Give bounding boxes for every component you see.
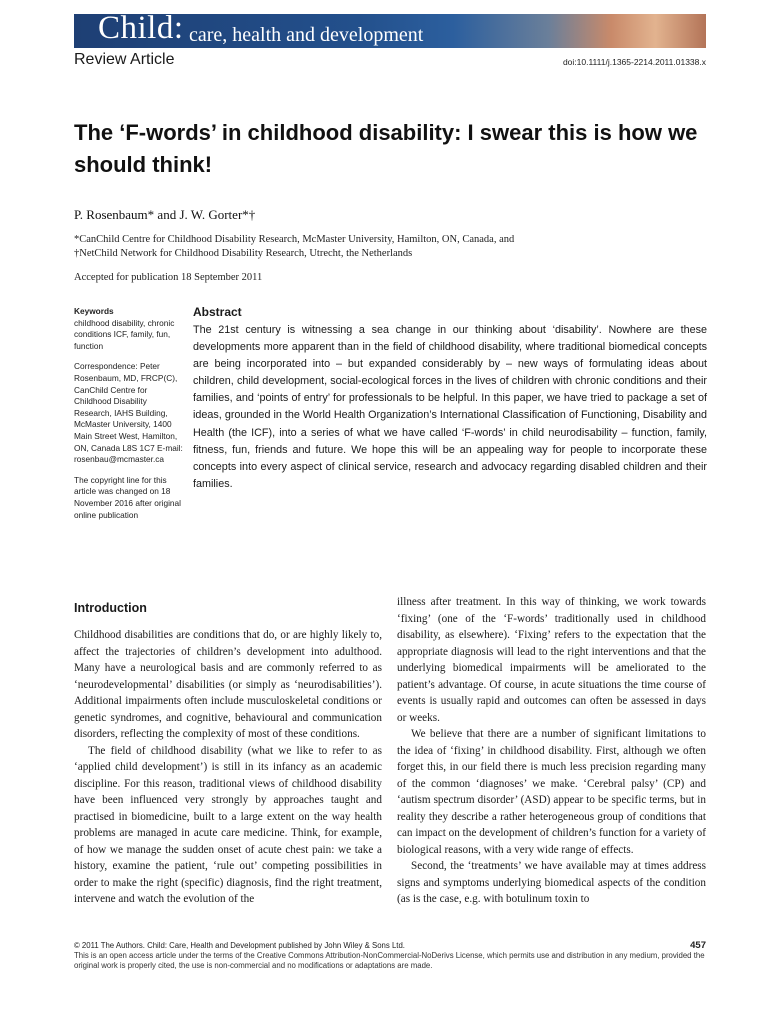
paragraph: We believe that there are a number of significant limitations to the idea of ‘fixing’ in childhood disability. First, although we often forget this, in our field there is much less precision regarding many of the common ‘diagnoses’ we make. ‘Cerebral palsy’ (CP) and ‘autism spectrum disorder’ (ASD) appear to be specific terms, but in reality they describe a rather heterogeneous group of conditions that can impact on the development of children’s function for a variety of biological reasons, with a very wide range of effects. [397,728,706,856]
page-footer [74,941,706,971]
journal-name-sub: care, health and development [189,24,424,46]
journal-banner [74,14,706,48]
copyright-note: The copyright line for this article was changed on 18 November 2016 after original online publication [74,474,181,520]
footer-copyright: © 2011 The Authors. Child: Care, Health and Development published by John Wiley & Sons Ltd. [74,941,405,950]
keywords-list: childhood disability, chronic conditions ICF, family, fun, function [74,317,175,351]
body-column-left [74,627,382,908]
affiliation-1: *CanChild Centre for Childhood Disability Research, McMaster University, Hamilton, ON, Canada, and [74,234,515,245]
affiliations [74,233,694,261]
doi-link[interactable]: doi:10.1111/j.1365-2214.2011.01338.x [562,57,706,67]
paragraph: Second, the ‘treatments’ we have available may at times address signs and symptoms underlying biomedical aspects of the condition (as is the case, e.g. with botulinum toxin to [397,860,706,905]
paragraph: Childhood disabilities are conditions that do, or are highly likely to, affect the trajectories of children’s development into adulthood. Many have a neurological basis and are commonly referred to as ‘neurodevelopmental’ disabilities (or simply as ‘neurodisabilities’). Additional impairments often include musculoskeletal conditions or genetic syndromes, and cognitive, behavioural and communication disorders, reflecting the complexity of most of these conditions. [74,629,382,740]
paragraph: illness after treatment. In this way of thinking, we work towards ‘fixing’ (one of the ‘F-words’ traditionally used in childhood disability, as elsewhere). ‘Fixing’ refers to the expectation that the appropriate diagnosis will lead to the right interventions and that the underlying biomedical impairments will be ameliorated to the patient’s advantage. Of course, in acute situations the time course of events is usually rapid and outcomes can often be assessed in days or weeks. [397,596,706,724]
abstract-heading: Abstract [193,305,242,319]
footer-license: This is an open access article under the terms of the Creative Commons Attribution-NonCommercial-NoDerivs License, which permits use and distribution in any medium, provided the original work is properly cited, the use is non-commercial and no modifications or adaptations are made. [74,951,705,970]
page-number: 457 [690,940,706,951]
affiliation-2: †NetChild Network for Childhood Disability Research, Utrecht, the Netherlands [74,248,413,259]
accepted-date: Accepted for publication 18 September 2011 [74,272,263,283]
correspondence: Correspondence: Peter Rosenbaum, MD, FRCP(C), CanChild Centre for Childhood Disability Research, IAHS Building, McMaster University, 1400 Main Street West, Hamilton, ON, Canada L8S 1C7 E-mail: rosenbau@mcmaster.ca [74,361,183,465]
introduction-heading: Introduction [74,601,147,615]
authors: P. Rosenbaum* and J. W. Gorter*† [74,207,256,222]
journal-name-main: Child: [98,14,184,46]
abstract-text: The 21st century is witnessing a sea change in our thinking about ‘disability’. Nowhere are these developments more apparent than in the field of childhood disability, where traditional biomedical concepts are being incorporated into – but expanded considerably by – new ways of formulating ideas about children, child development, social-ecological forces in the lives of children with chronic conditions and their families, and ‘points of entry’ for professionals to be helpful. In this paper, we have tried to package a set of ideas, grounded in the World Health Organization’s International Classification of Functioning, Disability and Health (the ICF), into a series of what we have called ‘F-words’ in child neurodisability – function, family, fitness, fun, friends and future. We hope this will be an appealing way for people to incorporate these concepts into every aspect of clinical service, research and advocacy regarding disabled children and their families. [193,324,707,490]
article-type: Review Article [74,51,175,68]
body-column-right [397,594,706,908]
keywords-block [74,306,186,352]
paper-title: The ‘F-words’ in childhood disability: I swear this is how we should think! [74,120,698,177]
paragraph: The field of childhood disability (what we like to refer to as ‘applied child development’) is still in its infancy as an academic discipline. For this reason, traditional views of childhood disability have been influenced very strongly by approaches taught and practised in biomedicine, built to a large extent on the way health problems are managed in acute care medicine. Think, for example, of how we manage the sudden onset of acute chest pain: we take a history, examine the patient, ‘rule out’ competing possibilities in order to make the right (specific) diagnosis, find the right treatment, intervene and watch the evolution of the [74,744,382,905]
keywords-heading: Keywords [74,306,114,316]
sidebar [74,306,186,530]
